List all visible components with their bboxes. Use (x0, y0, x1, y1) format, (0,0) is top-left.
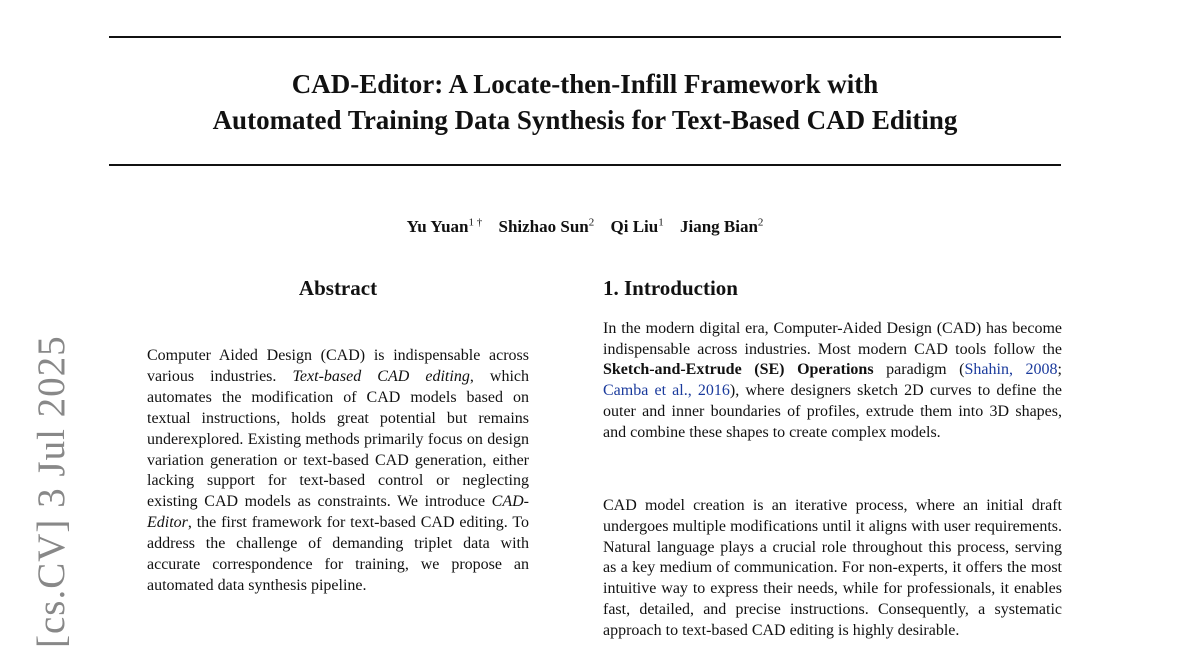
intro-paragraph-1: In the modern digital era, Computer-Aided Design (CAD) has become indispensable across industries. Most modern CAD tools follow the Sketch-and-Extrude (SE) Operations paradigm (Shahin, 2008; Camba et al., 2016), where designers sketch 2D curves to define the outer and inner boundaries of profiles, extrude them into 3D shapes, and combine these shapes to create complex models. (603, 320, 1063, 441)
abstract-heading: Abstract (298, 276, 378, 300)
author: Jiang Bian$^2$ (679, 216, 764, 236)
citation-link[interactable]: Shahin, 2008 (964, 361, 1058, 379)
arxiv-stamp: [cs.CV] 3 Jul 2025 (30, 335, 73, 648)
bold-term: Sketch-and-Extrude (SE) Operations (603, 361, 874, 379)
author-list (109, 211, 1061, 238)
paper-title (109, 66, 1061, 138)
abstract-body: Computer Aided Design (CAD) is indispensable across various industries. Text-based CAD editing, which automates the modification of CAD models based on textual instructions, holds great potential but remains underexplored. Existing methods primarily focus on design variation generation or text-based CAD generation, either lacking support for text-based control or neglecting existing CAD models as constraints. We introduce CAD-Editor, the first framework for text-based CAD editing. To address the challenge of demanding triplet data with accurate correspondence for training, we propose an automated data synthesis pipeline. (147, 347, 529, 594)
author: Qi Liu$^1$ (610, 216, 664, 236)
title-rule-top (109, 36, 1061, 38)
intro-paragraph-2: CAD model creation is an iterative process, where an initial draft undergoes multiple modifications until it aligns with user requirements. Natural language plays a crucial role throughout this process, serving as a key medium of communication. For non-experts, it offers the most intuitive way to express their needs, while for professionals, it enables fast, detailed, and precise instructions. Consequently, a systematic approach to text-based CAD editing is highly desirable. (603, 497, 1062, 639)
abstract-emphasis: CAD-Editor (147, 493, 529, 532)
author: Yu Yuan$^{1 \dagger}$ (406, 216, 483, 236)
title-line-1: CAD-Editor: A Locate-then-Infill Framework with (291, 69, 879, 99)
citation-link[interactable]: Camba et al., 2016 (603, 382, 730, 400)
title-line-2: Automated Training Data Synthesis for Text-Based CAD Editing (212, 105, 958, 135)
section-heading-introduction: 1. Introduction (603, 276, 738, 300)
title-rule-bottom (109, 164, 1061, 166)
author: Shizhao Sun$^2$ (498, 216, 595, 236)
abstract-emphasis: Text-based CAD editing (292, 367, 470, 385)
